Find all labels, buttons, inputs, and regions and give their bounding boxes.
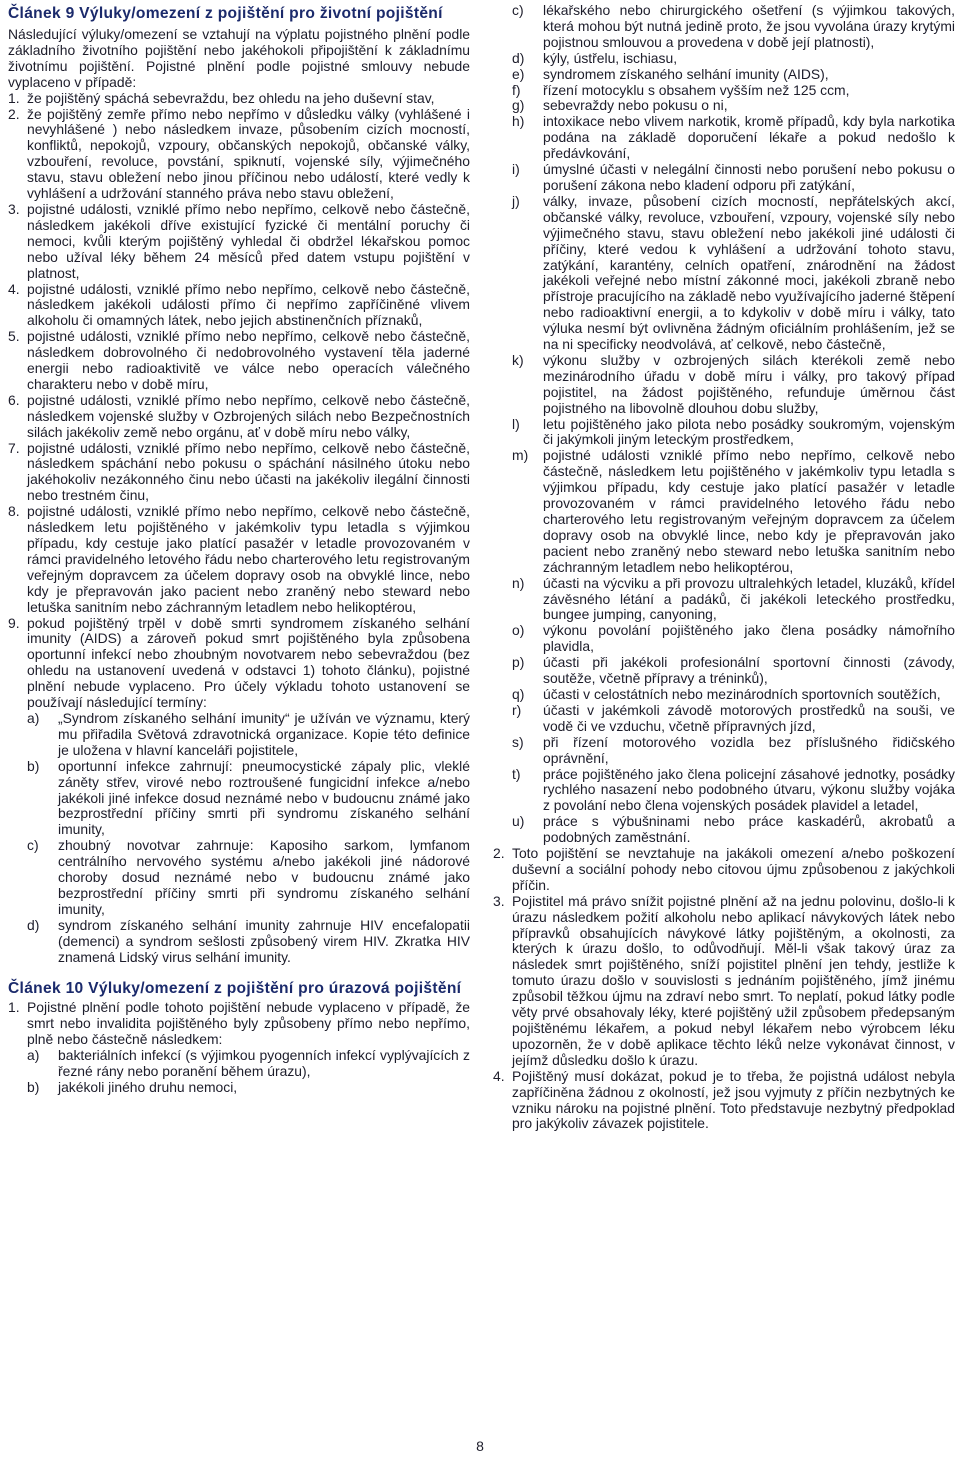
exclusion-item: s) při řízení motorového vozidla bez příslušného řidičského oprávnění, [512, 733, 955, 766]
article-9-intro: Následující výluky/omezení se vztahují na výplatu pojistného plnění podle základního životního pojištění nebo jakéhokoli připojištění k základnímu životnímu pojištění. Pojistné plnění podle pojistné smlouvy nebude vyplaceno v případě: [8, 26, 470, 90]
left-column [8, 0, 470, 1096]
exclusion-item: k) výkonu služby v ozbrojených silách kterékoli země nebo mezinárodního úřadu v době míru i války, pro takový případ pojistitel, na žádost pojištěného, refunduje úměrnou část pojistného na libovolně dlouhou dobu služby, [512, 351, 955, 416]
exclusion-item: b) jakékoli jiného druhu nemoci, [27, 1079, 238, 1095]
list-item: 2. Toto pojištění se nevztahuje na jakákoli omezení a/nebo poškození duševní a sociální pohody nebo citovou újmu způsobenou z jakýchkoli příčin. [493, 845, 955, 893]
list-item: 5. pojistné události, vzniklé přímo nebo nepřímo, celkově nebo částečně, následkem dobrovolného či nedobrovolného vystavení těla jaderné energii nebo radioaktivitě ve válce nebo operacích válečného charakteru nebo v době míru, [8, 328, 470, 392]
definition-item: c) zhoubný novotvar zahrnuje: Kaposiho sarkom, lymfanom centrálního nervového systému a/nebo jakékoli jiné nádorové choroby dosud neznámé nebo v budoucnu známé jako bezprostřední příčiny smrti při syndromu získaného selhání imunity, [27, 837, 470, 917]
exclusion-item: l) letu pojištěného jako pilota nebo posádky soukromým, vojenským či jakýmkoli jiným leteckým prostředkem, [512, 415, 955, 448]
exclusion-item: q) účasti v celostátních nebo mezinárodních sportovních soutěžích, [512, 685, 941, 702]
article-9-heading: Článek 9 Výluky/omezení z pojištění pro životní pojištění [8, 5, 443, 22]
exclusion-item: a) bakteriálních infekcí (s výjimkou pyogenních infekcí vyplývajících z řezné rány nebo poranění během úrazu), [27, 1047, 470, 1080]
list-item: 3. pojistné události, vzniklé přímo nebo nepřímo, celkově nebo částečně, následkem jakékoli dříve existující fyzické či mentální poruchy či nemoci, kvůli kterým pojištěný vyhledal či obdržel lékařskou pomoc nebo užíval léky během 24 měsíců před datem vstupu pojištění v platnost, [8, 200, 470, 281]
exclusion-item: g) sebevraždy nebo pokusu o ni, [512, 97, 728, 114]
exclusion-item: f) řízení motocyklu s obsahem vyšším než 125 ccm, [512, 81, 850, 98]
exclusions-list-part2 [493, 3, 955, 846]
exclusion-item: d) kýly, ústřelu, ischiasu, [512, 49, 678, 66]
exclusion-item: c) lékařského nebo chirurgického ošetření (s výjimkou takových, která mohou být nutná jedině proto, že jsou vyvolána úrazy krytými pojistnou smlouvou a provedena v době její platnosti), [512, 2, 955, 50]
exclusions-list-part1 [8, 1048, 470, 1096]
definition-item: b) oportunní infekce zahrnují: pneumocystické zápaly plic, vleklé záněty střev, virové nebo roztroušené fungicidní infekce a/nebo jakékoli jiné infekce dosud neznámé nebo v budoucnu známé jako bezprostřední příčiny smrti při syndromu získaného selhání imunity, [27, 757, 470, 838]
definition-item: a) „Syndrom získaného selhání imunity“ je užíván ve významu, který mu přiřadila Světová zdravotnická organizace. Kopie této definice je uložena v hlavní kanceláři pojistitele, [27, 709, 470, 758]
exclusion-item: u) práce s výbušninami nebo práce kaskadérů, akrobatů a podobných zaměstnání. [512, 813, 955, 846]
list-item: 7. pojistné události, vzniklé přímo nebo nepřímo, celkově nebo částečně, následkem spáchání nebo pokusu o spáchání násilného útoku nebo jakéhokoliv nezákonného činu nebo účasti na jakékoliv ilegální činnosti nebo trestném činu, [8, 439, 470, 504]
list-item: 8. pojistné události, vzniklé přímo nebo nepřímo, celkově nebo částečně, následkem letu pojištěného v jakémkoliv typu letadla s výjimkou případu, kdy cestuje jako platící pasažér v letadle provozovaném v rámci pravidelného letového řádu nebo charterového letu registrovaným veřejným dopravcem za účelem dopravy osob na obvyklé lince, nebo kdy je přepravován jako pacient nebo zraněný nebo steward nebo letuška sanitním nebo záchranným letadlem nebo helikoptérou, [8, 503, 470, 615]
exclusion-item: t) práce pojištěného jako člena policejní zásahové jednotky, posádky rychlého nasazení nebo podobného útvaru, výkonu služby vojáka z povolání nebo člena vojenských posádek plavidel a letadel, [512, 765, 955, 814]
exclusion-item: p) účasti při jakékoli profesionální sportovní činnosti (závody, soutěže, včetně přípravy a tréninků), [512, 654, 955, 687]
list-item: 4. pojistné události, vzniklé přímo nebo nepřímo, celkově nebo částečně, následkem jakékoli události přímo či nepřímo zapříčiněné vlivem alkoholu či omamných látek, nebo jejich abstinenčních příznaků, [8, 280, 470, 329]
exclusion-item: r) účasti v jakémkoli závodě motorových prostředků na souši, ve vodě či ve vzduchu, včetně přípravných jízd, [512, 701, 955, 734]
exclusion-item: h) intoxikace nebo vlivem narkotik, kromě případů, kdy byla narkotika podána na základě doporučení lékaře a pokud nedošlo k předávkování, [512, 113, 955, 162]
article-10-heading: Článek 10 Výluky/omezení z pojištění pro úrazová pojištění [8, 980, 462, 998]
exclusion-item: o) výkonu povolání pojištěného jako člena posádky námořního plavidla, [512, 622, 955, 655]
list-item: 6. pojistné události, vzniklé přímo nebo nepřímo, celkově nebo částečně, následkem vojenské služby v Ozbrojených silách nebo Bezpečnostních silách jakékoliv země nebo orgánu, ať v době míru nebo války, [8, 391, 470, 440]
exclusion-item: i) úmyslné účasti v nelegální činnosti nebo porušení nebo pokusu o porušení zákona nebo kladení odporu při zatýkání, [512, 161, 955, 193]
definitions-list [8, 711, 470, 966]
list-item: 9. pokud pojištěný trpěl v době smrti syndromem získaného selhání imunity (AIDS) a zároveň pokud smrt pojištěného byla způsobena oportunní infekcí nebo zhoubným novotvarem nebo sebevraždou (bez ohledu na ustanovení uvedená v odstavci 1) tohoto článku), pojistné plnění nebude vyplaceno. Pro účely výkladu tohoto ustanovení se používají následující termíny: [8, 614, 470, 711]
list-item: 4. Pojištěný musí dokázat, pokud je to třeba, že pojistná událost nebyla zapříčiněna žádnou z okolností, jež jsou vyjmuty z příčin nezbytných ke vzniku nároku na pojistné plnění. Toto představuje nezbytný předpoklad pro jakýkoliv závazek pojistitele. [493, 1067, 955, 1132]
list-item: 1. Pojistné plnění podle tohoto pojištění nebude vyplaceno v případě, že smrt nebo invalidita pojištěného byly způsobeny přímo nebo nepřímo, plně nebo částečně následkem: [8, 999, 470, 1048]
list-item: 1. že pojištěný spáchá sebevraždu, bez ohledu na jeho duševní stav, [8, 89, 435, 106]
exclusion-item: e) syndromem získaného selhání imunity (AIDS), [512, 65, 829, 82]
exclusion-item: j) války, invaze, působení cizích mocností, nepřátelských akcí, občanské války, revoluce, vzbouření, vzpoury, vojenské síly nebo výjimečného stavu, stavu obležení nebo jakékoli jiné události či příčiny, které vedou k vyhlášení a udržování tohoto stavu, zatýkání, karantény, celních opatření, znárodnění na žádost jakékoli veřejné nebo místní zákonné moci, jakékoli zbraně nebo přístroje pracujícího na základě nebo využívajícího jaderné štěpení nebo radioaktivní energii, a to kdykoliv v době míru i války, tato výluka nesmí být ovlivněna žádným oficiálním prohlášením, jež se na ni specificky neodvolává, ať celkově, nebo částečně, [512, 192, 955, 353]
list-item: 2. že pojištěný zemře přímo nebo nepřímo v důsledku války (vyhlášené i nevyhlášené ) nebo následkem invaze, působením cizích mocností, konfliktů, nepokojů, vzpoury, občanských nepokojů, občanské války, vzbouření, revoluce, povstání, spiknutí, vojenské síly, výjimečného stavu, stavu obležení nebo jinou příčinou nebo událostí, které vedly k vyhlášení a udržování stanného práva nebo stavu obležení, [8, 105, 470, 202]
right-column [493, 0, 955, 1132]
list-item: 3. Pojistitel má právo snížit pojistné plnění až na jednu polovinu, došlo-li k úrazu následkem požití alkoholu nebo aplikací návykových látek nebo přípravků obsahujících návykové látky pojištěným, a okolnosti, za kterých k úrazu došlo, to odůvodňují. Měl-li však takový úraz za následek smrt pojištěného, sníží pojistitel plnění jen tehdy, jestliže k tomuto úrazu došlo v souvislosti s jednáním pojištěného, jímž jinému způsobil těžkou újmu na zdraví nebo smrt. To neplatí, pokud látky podle věty prvé obsahovaly léky, které pojištěný užil způsobem předepsaným pojištěnému lékařem, a pokud nebyl lékařem nebo výrobcem léku upozorněn, že v době aplikace těchto léků nelze vykonávat činnost, v jejímž důsledku došlo k úrazu. [493, 892, 955, 1068]
definition-item: d) syndrom získaného selhání imunity zahrnuje HIV encefalopatii (demenci) a syndrom sešlosti způsobený virem HIV. Zkratka HIV znamená Lidský virus selhání imunity. [27, 916, 470, 965]
page-number: 8 [476, 1438, 484, 1454]
exclusion-item: n) účasti na výcviku a při provozu ultralehkých letadel, kluzáků, křídel závěsného létání a padáků, či jakékoli leteckého prostředku, bungee jumping, canyoning, [512, 574, 955, 623]
exclusion-item: m) pojistné události vzniklé přímo nebo nepřímo, celkově nebo částečně, následkem letu pojištěného v jakémkoliv typu letadla s výjimkou případu, kdy cestuje jako platící pasažér v letadle provozovaném v rámci pravidelného letového řádu nebo charterového letu registrovaným veřejným dopravcem za účelem dopravy osob na obvyklé lince, nebo kdy je přepravován jako pacient nebo zraněný nebo steward nebo letuška sanitním nebo záchranným letadlem nebo helikoptérou, [512, 447, 955, 575]
